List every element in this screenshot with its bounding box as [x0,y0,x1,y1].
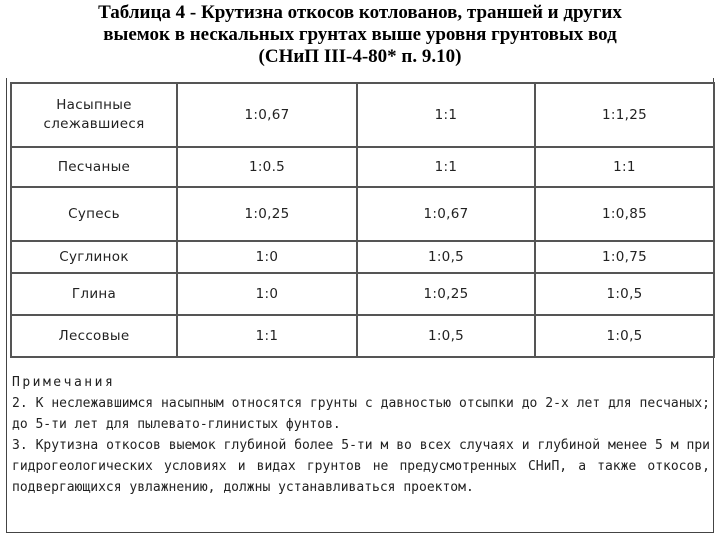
slope-value-cell: 1:0,5 [535,273,714,315]
soil-type-line: Насыпные [56,97,132,113]
slope-value-cell: 1:0,5 [535,315,714,357]
slope-value-cell: 1:0,5 [357,315,535,357]
table-row [11,83,714,147]
slope-value-cell: 1:0,75 [535,241,714,273]
soil-type-cell [11,83,177,147]
slope-value-cell: 1:0,25 [177,187,357,241]
note-2: 2. К неслежавшимся насыпным относятся грунты с давностью отсыпки до 2-х лет для песчаных; до 5-ти лет для пылевато-глинистых фунтов. [12,396,710,432]
title-line-1: Таблица 4 - Крутизна откосов котлованов, траншей и других [98,2,622,23]
slope-value-cell: 1:1,25 [535,83,714,147]
slope-value-cell: 1:0,5 [357,241,535,273]
slope-value-cell: 1:1 [357,83,535,147]
slope-value-cell: 1:0,25 [357,273,535,315]
note-3: 3. Крутизна откосов выемок глубиной более 5-ти м во всех случаях и глубиной менее 5 м при гидрогеологических условиях и видах грунтов не предусмотренных СНиП, а также откосов, подвергающихся увлажнению, должны устанавливаться проектом. [12,438,710,495]
notes-heading: Примечания [12,375,116,390]
table-row [11,273,714,315]
slope-value-cell: 1:0 [177,241,357,273]
table-row [11,315,714,357]
slope-value-cell: 1:1 [177,315,357,357]
title-line-3: (СНиП III-4-80* п. 9.10) [258,46,462,67]
slope-value-cell: 1:0,67 [177,83,357,147]
soil-type-cell: Суглинок [11,241,177,273]
slope-value-cell: 1:1 [357,147,535,187]
soil-type-line: слежавшиеся [43,116,145,132]
notes-section [12,372,710,498]
table-row [11,187,714,241]
slope-value-cell: 1:0 [177,273,357,315]
title-line-2: выемок в нескальных грунтах выше уровня грунтовых вод [103,24,617,45]
page-title [0,2,720,68]
slope-value-cell: 1:0,85 [535,187,714,241]
slope-value-cell: 1:0.5 [177,147,357,187]
soil-type-cell: Супесь [11,187,177,241]
soil-type-cell: Глина [11,273,177,315]
table-row [11,241,714,273]
slope-table [10,82,715,358]
soil-type-cell: Лессовые [11,315,177,357]
soil-type-cell: Песчаные [11,147,177,187]
slope-value-cell: 1:1 [535,147,714,187]
slope-value-cell: 1:0,67 [357,187,535,241]
table-row [11,147,714,187]
